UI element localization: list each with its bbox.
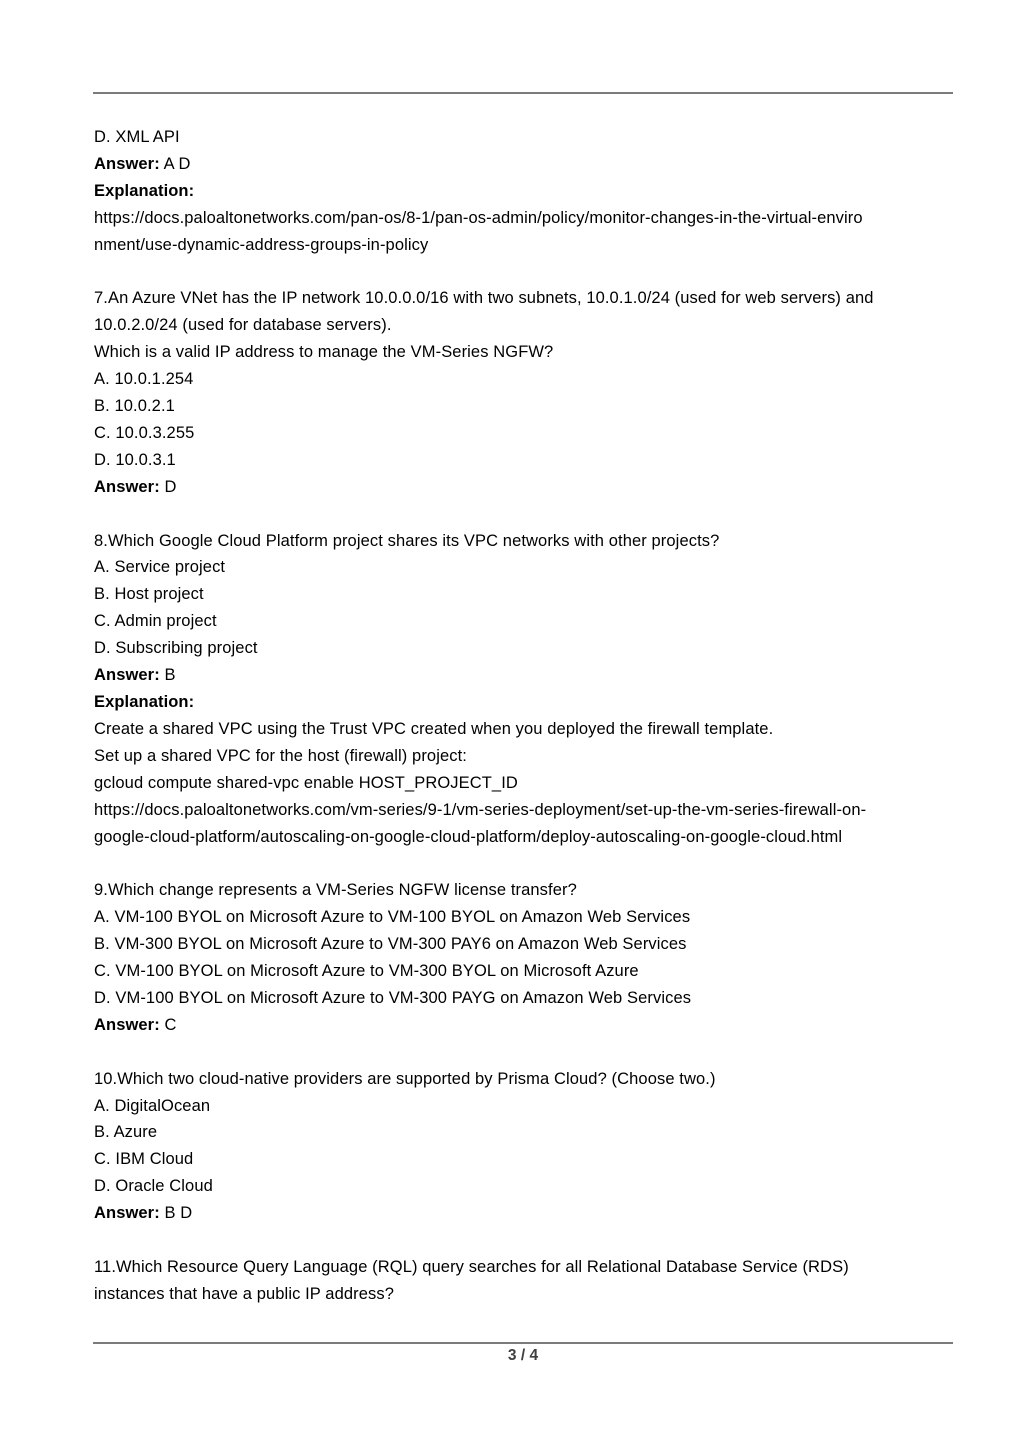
answer-line [94,474,956,501]
question-line: 9.Which change represents a VM-Series NGFW license transfer? [94,881,577,900]
answer-label: Answer: [94,154,160,173]
option-line: B. 10.0.2.1 [94,397,175,416]
answer-label: Answer: [94,1015,160,1034]
url-line: https://docs.paloaltonetworks.com/vm-series/9-1/vm-series-deployment/set-up-the-vm-series-firewall-on- [94,800,867,819]
answer-line [94,151,956,178]
answer-value: B [159,666,176,685]
option-line: D. XML API [94,128,180,146]
answer-line [94,662,956,689]
document-content [94,124,956,1308]
url-line: https://docs.paloaltonetworks.com/pan-os/8-1/pan-os-admin/policy/monitor-changes-in-the-virtual-enviro [94,208,863,227]
url-line: google-cloud-platform/autoscaling-on-google-cloud-platform/deploy-autoscaling-on-google-cloud.html [94,827,843,846]
blank-line [94,1227,956,1254]
question-line: 10.Which two cloud-native providers are supported by Prisma Cloud? (Choose two.) [94,1069,716,1088]
explanation-label-line [94,689,956,716]
option-line: C. 10.0.3.255 [94,423,195,442]
question-line: 11.Which Resource Query Language (RQL) query searches for all Relational Database Service (RDS) [94,1257,849,1276]
answer-label: Answer: [94,666,160,685]
option-line: D. Subscribing project [94,639,258,658]
option-line: B. VM-300 BYOL on Microsoft Azure to VM-300 PAY6 on Amazon Web Services [94,935,687,954]
blank-line [94,501,956,528]
blank-line [94,1039,956,1066]
option-line: A. VM-100 BYOL on Microsoft Azure to VM-100 BYOL on Amazon Web Services [94,908,691,927]
answer-value: B D [159,1204,193,1223]
option-line: B. Host project [94,585,204,604]
option-line: D. 10.0.3.1 [94,450,176,469]
option-line: C. VM-100 BYOL on Microsoft Azure to VM-300 BYOL on Microsoft Azure [94,962,639,981]
blank-line [94,850,956,877]
statement-line: Set up a shared VPC for the host (firewall) project: [94,746,467,765]
answer-label: Answer: [94,477,160,496]
question-line: 8.Which Google Cloud Platform project shares its VPC networks with other projects? [94,531,720,550]
footer-rule [93,1342,953,1344]
answer-line [94,1200,956,1227]
option-line: D. Oracle Cloud [94,1177,213,1196]
answer-value: A D [159,154,191,173]
question-line: 10.0.2.0/24 (used for database servers). [94,316,392,335]
answer-label: Answer: [94,1204,160,1223]
option-line: B. Azure [94,1123,158,1142]
question-line: instances that have a public IP address? [94,1284,394,1303]
heading-text: Explanation: [94,693,195,711]
question-line: 7.An Azure VNet has the IP network 10.0.0.0/16 with two subnets, 10.0.1.0/24 (used for web servers) and [94,289,874,308]
url-line: nment/use-dynamic-address-groups-in-policy [94,235,429,254]
heading-text: Explanation: [94,181,195,200]
answer-value: C [159,1015,177,1034]
option-line: D. VM-100 BYOL on Microsoft Azure to VM-300 PAYG on Amazon Web Services [94,988,692,1007]
statement-line: Create a shared VPC using the Trust VPC created when you deployed the firewall template. [94,719,774,738]
option-line: A. DigitalOcean [94,1096,211,1115]
option-line: A. Service project [94,558,226,577]
option-line: C. Admin project [94,612,217,631]
option-line: C. IBM Cloud [94,1150,194,1169]
option-line: A. 10.0.1.254 [94,370,194,389]
answer-value: D [159,477,177,496]
answer-line [94,1012,956,1039]
blank-line [94,259,956,286]
question-line: Which is a valid IP address to manage the VM-Series NGFW? [94,343,554,362]
header-rule [93,92,953,94]
explanation-label-line [94,178,956,205]
page-number: 3 / 4 [507,1347,539,1364]
statement-line: gcloud compute shared-vpc enable HOST_PROJECT_ID [94,773,518,792]
